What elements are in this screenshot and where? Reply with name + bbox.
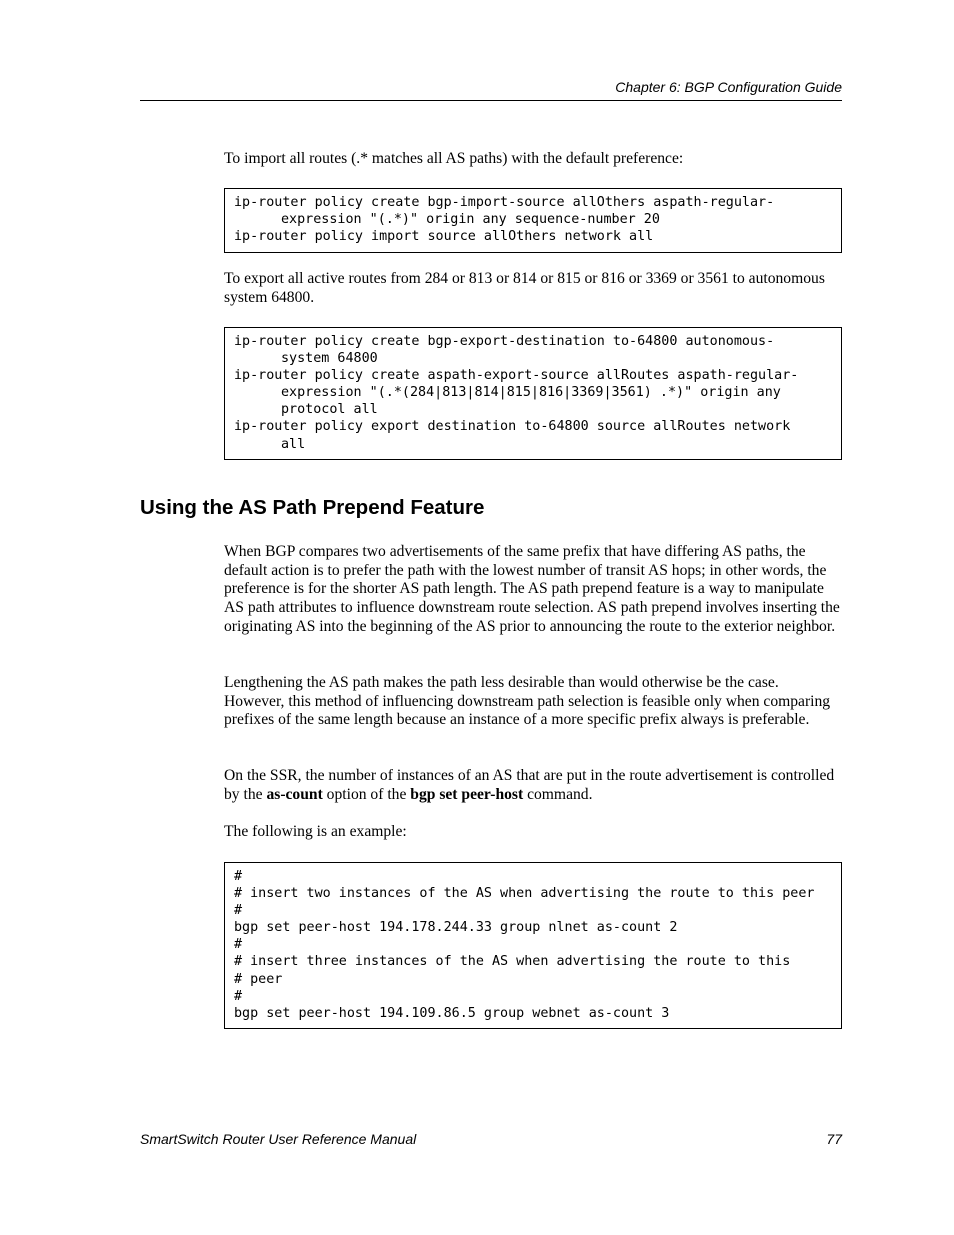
example-code-block: [224, 862, 842, 1029]
code-line: bgp set peer-host 194.109.86.5 group webnet as-count 3: [234, 1005, 670, 1021]
code-line: # insert three instances of the AS when advertising the route to this: [234, 954, 791, 970]
as-count-option: as-count: [266, 785, 323, 803]
text-segment: On the SSR, the number of instances of an AS that are put in the route advertisement is controlled by the: [224, 767, 835, 803]
code-line: bgp set peer-host 194.178.244.33 group nlnet as-count 2: [234, 920, 678, 936]
import-intro-text: To import all routes (.* matches all AS paths) with the default preference:: [224, 150, 684, 167]
ssr-as-count-paragraph: [224, 767, 842, 804]
running-header: Chapter 6: BGP Configuration Guide: [615, 79, 842, 95]
code-line: system 64800: [281, 351, 378, 367]
export-intro-text: To export all active routes from 284 or 813 or 814 or 815 or 816 or 3369 or 3561 to autonomous system 64800.: [224, 270, 825, 306]
export-code-block: [224, 327, 842, 460]
import-code-block: [224, 188, 842, 253]
text-segment: option of the: [322, 785, 411, 803]
code-line: all: [281, 436, 306, 452]
text-segment: command.: [523, 785, 593, 803]
code-line: #: [234, 937, 243, 953]
code-line: ip-router policy create bgp-import-source allOthers aspath-regular-: [234, 195, 775, 210]
code-line: ip-router policy export destination to-64800 source allRoutes network: [234, 419, 791, 435]
code-line: # peer: [234, 971, 283, 987]
code-line: ip-router policy create aspath-export-source allRoutes aspath-regular-: [234, 368, 799, 384]
peer-host-command: bgp set peer-host: [410, 785, 524, 803]
code-line: #: [234, 869, 243, 884]
code-line: protocol all: [281, 402, 378, 418]
header-rule: [140, 100, 842, 101]
code-line: #: [234, 903, 243, 919]
code-line: expression "(.*(284|813|814|815|816|3369|3561) .*)" origin any: [281, 385, 781, 401]
code-line: ip-router policy create bgp-export-destination to-64800 autonomous-: [234, 334, 775, 349]
code-line: expression "(.*)" origin any sequence-number 20: [281, 212, 660, 228]
page-number: 77: [826, 1131, 842, 1147]
section-heading: Using the AS Path Prepend Feature: [140, 496, 485, 519]
code-line: #: [234, 988, 243, 1004]
footer-manual-title: SmartSwitch Router User Reference Manual: [140, 1131, 417, 1147]
lengthening-paragraph: Lengthening the AS path makes the path less desirable than would otherwise be the case. However, this method of influencing downstream path selection is feasible only when comparing prefixes of the same length because an instance of a more specific prefix always is preferable.: [224, 674, 831, 729]
code-line: ip-router policy import source allOthers network all: [234, 229, 654, 245]
prepend-explanation-paragraph: When BGP compares two advertisements of the same prefix that have differing AS paths, the default action is to prefer the path with the lowest number of transit AS hops; in other words, the preference is for the shorter AS path length. The AS path prepend feature is a way to manipulate AS path attributes to influence downstream route selection. AS path prepend involves inserting the originating AS into the beginning of the AS prior to announcing the route to the exterior neighbor.: [224, 543, 840, 635]
example-intro-text: The following is an example:: [224, 823, 407, 840]
code-line: # insert two instances of the AS when advertising the route to this peer: [234, 886, 815, 902]
